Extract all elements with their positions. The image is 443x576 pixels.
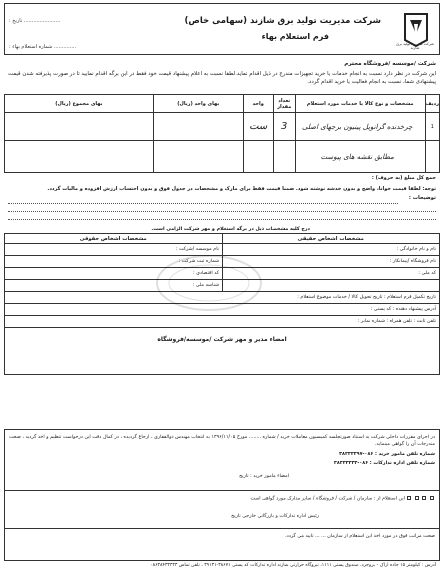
national-code-field[interactable]: کد ملی : (418, 271, 436, 276)
checkbox-icon[interactable] (415, 496, 419, 500)
registration-number-field[interactable]: شماره ثبت شرکت : (5, 256, 223, 267)
store-name-field[interactable]: نام فروشگاه /پیمانکار : (389, 259, 436, 264)
national-id-field[interactable]: شناسه ملی : (5, 280, 223, 291)
dates-field[interactable]: تاریخ تکمیل فرم استعلام : تاریخ تحویل کالا / خدمات موضوع استعلام : (297, 295, 436, 300)
row-description[interactable]: چرخدنده گرانویل پینیون برجهای اصلی (295, 113, 425, 141)
buyer-phone: شماره تلفن مامور خرید : ۰۸۶-۳۸۴۳۳۳۹۷ (339, 452, 435, 457)
footer-address: آدرس : کیلومتر ۱۵ جاده اراک - بروجرد، صندوق پستی ۱۱۱۱، نیروگاه حرارتی شازند اداره تدارکات کد پستی ۳۸۶۷۱-۳۹۱۳۱ ، تلفن تماس ۰۸۶۳۸۴۳۳۳۳۳ (150, 563, 436, 568)
intro-text: این شرکت در نظر دارد نسبت به انجام خدمات یا خرید تجهیزات مندرج در ذیل اقدام نماید.لطفا نسبت به اعلام پیشنهاد قیمت خود فقط در این برگه اقدام نمایید تا در صورت پذیرفته شدن قیمت پیشنهادی شما، نسبت به انجام فعالیت یا خرید اقدام گردد. (8, 71, 436, 86)
recipient-line: شرکت /موسسه /فروشگاه محترم (344, 61, 436, 67)
items-table (4, 94, 440, 173)
col-total-price: بهای مجموع (ریال) (5, 95, 154, 113)
stamp-label: امضاء مدیر و مهر شرکت /موسسه/فروشگاه (157, 336, 287, 343)
source-line: این استعلام از : سازمان / شرکت / فروشگاه / سایر مدارک مورد گواهی است (251, 496, 435, 502)
economic-code-field[interactable]: کد اقتصادی : (5, 268, 223, 279)
company-name: شرکت مدیریت تولید برق شازند (سهامی خاص) (184, 16, 381, 26)
bidder-grid-header (5, 234, 439, 244)
logo-caption: شرکت مدیریت تولید برق شازند (396, 42, 434, 50)
approval-box (4, 429, 440, 561)
description-line[interactable] (8, 203, 398, 204)
col-description: مشخصات و نوع کالا یا خدمات مورد استعلام (295, 95, 425, 113)
note-text: مطابق نقشه های پیوست (295, 141, 425, 173)
col-index: ردیف (425, 95, 439, 113)
table-header-row (5, 95, 440, 113)
bidder-row (5, 316, 439, 328)
form-page (4, 3, 440, 573)
legal-person-header: مشخصات اشخاص حقوقی (5, 234, 223, 243)
full-name-field[interactable]: نام و نام خانوادگی : (396, 247, 436, 252)
checkbox-icon[interactable] (430, 496, 434, 500)
bidder-row (5, 280, 439, 292)
total-in-words-label: جمع کل مبلغ (به حروف) : (371, 175, 436, 181)
bidder-row (5, 304, 439, 316)
row-unit[interactable]: ست (243, 113, 273, 141)
row-unit-price[interactable] (153, 113, 243, 141)
buyer-signature[interactable]: امضاء مامور خرید : تاریخ (239, 474, 289, 479)
divider (5, 490, 439, 491)
bidder-row (5, 244, 439, 256)
date-field[interactable]: ....................... تاریخ : (9, 18, 61, 24)
table-note-row (5, 141, 440, 173)
natural-person-header: مشخصات اشخاص حقیقی (297, 236, 364, 242)
divider (5, 528, 439, 529)
col-quantity: تعداد مقدار (273, 95, 295, 113)
description-line[interactable] (8, 211, 436, 212)
bidder-info-grid (4, 233, 440, 375)
description-label: توضیحات : (408, 195, 436, 201)
section-note: درج کلیه مشخصات ذیل در برگه استعلام و مهر شرکت الزامی است. (151, 227, 310, 232)
address-field[interactable]: آدرس پیشنهاد دهنده : کد پستی : (370, 307, 436, 312)
price-notice: توجه: لطفا قیمت خوانا، واضح و بدون خدشه نوشته شود. ضمنا قیمت فقط برای مارک و مشخصات در جدول فوق و بدون احتساب ارزش افزوده و مالیات گردد. (47, 186, 436, 192)
commission-text: در اجرای مقررات داخلی شرکت به استناد صورتجلسه کمیسیون معاملات خرید / شماره ........ مورخ ۱۳۹۶/۱۱/۰۵ به انتخاب مهندس ذوالفقاری ، ارجاع گردیده ، در کمال دقت این درخواست تنظیم و اخذ گردید ، صحت مندرجات آن را گواهی مینماید. (8, 435, 435, 447)
bidder-row (5, 256, 439, 268)
row-index: 1 (425, 113, 439, 141)
phone-field[interactable]: تلفن ثابت : تلفن همراه : شماره نمابر : (357, 319, 436, 324)
checkbox-icon[interactable] (407, 496, 411, 500)
col-unit-price: بهای واحد (ریال) (153, 95, 243, 113)
bidder-row (5, 292, 439, 304)
row-total-price[interactable] (5, 113, 154, 141)
col-unit: واحد (243, 95, 273, 113)
checkbox-icon[interactable] (422, 496, 426, 500)
inquiry-number-field[interactable]: .............. شماره استعلام بهاء : (9, 44, 77, 50)
table-row (5, 113, 440, 141)
description-line[interactable] (8, 219, 436, 220)
verification-line: صحت مراتب فوق در مورد اخذ این استعلام از سازمان ... ... تایید می گردد. (285, 534, 435, 539)
row-quantity[interactable]: 3 (273, 113, 295, 141)
form-title: فرم استعلام بهاء (261, 32, 329, 41)
form-header (4, 3, 440, 55)
procurement-phone: شماره تلفن اداره تدارکات : ۰۸۶-۳۸۴۳۳۳۳۳ (333, 461, 435, 466)
bidder-row (5, 268, 439, 280)
head-signature[interactable]: رئیس اداره تدارکات و بازرگانی خارجی تاریخ (231, 514, 319, 519)
company-name-field[interactable]: نام موسسه /شرکت : (5, 244, 223, 255)
stamp-row (5, 328, 439, 374)
